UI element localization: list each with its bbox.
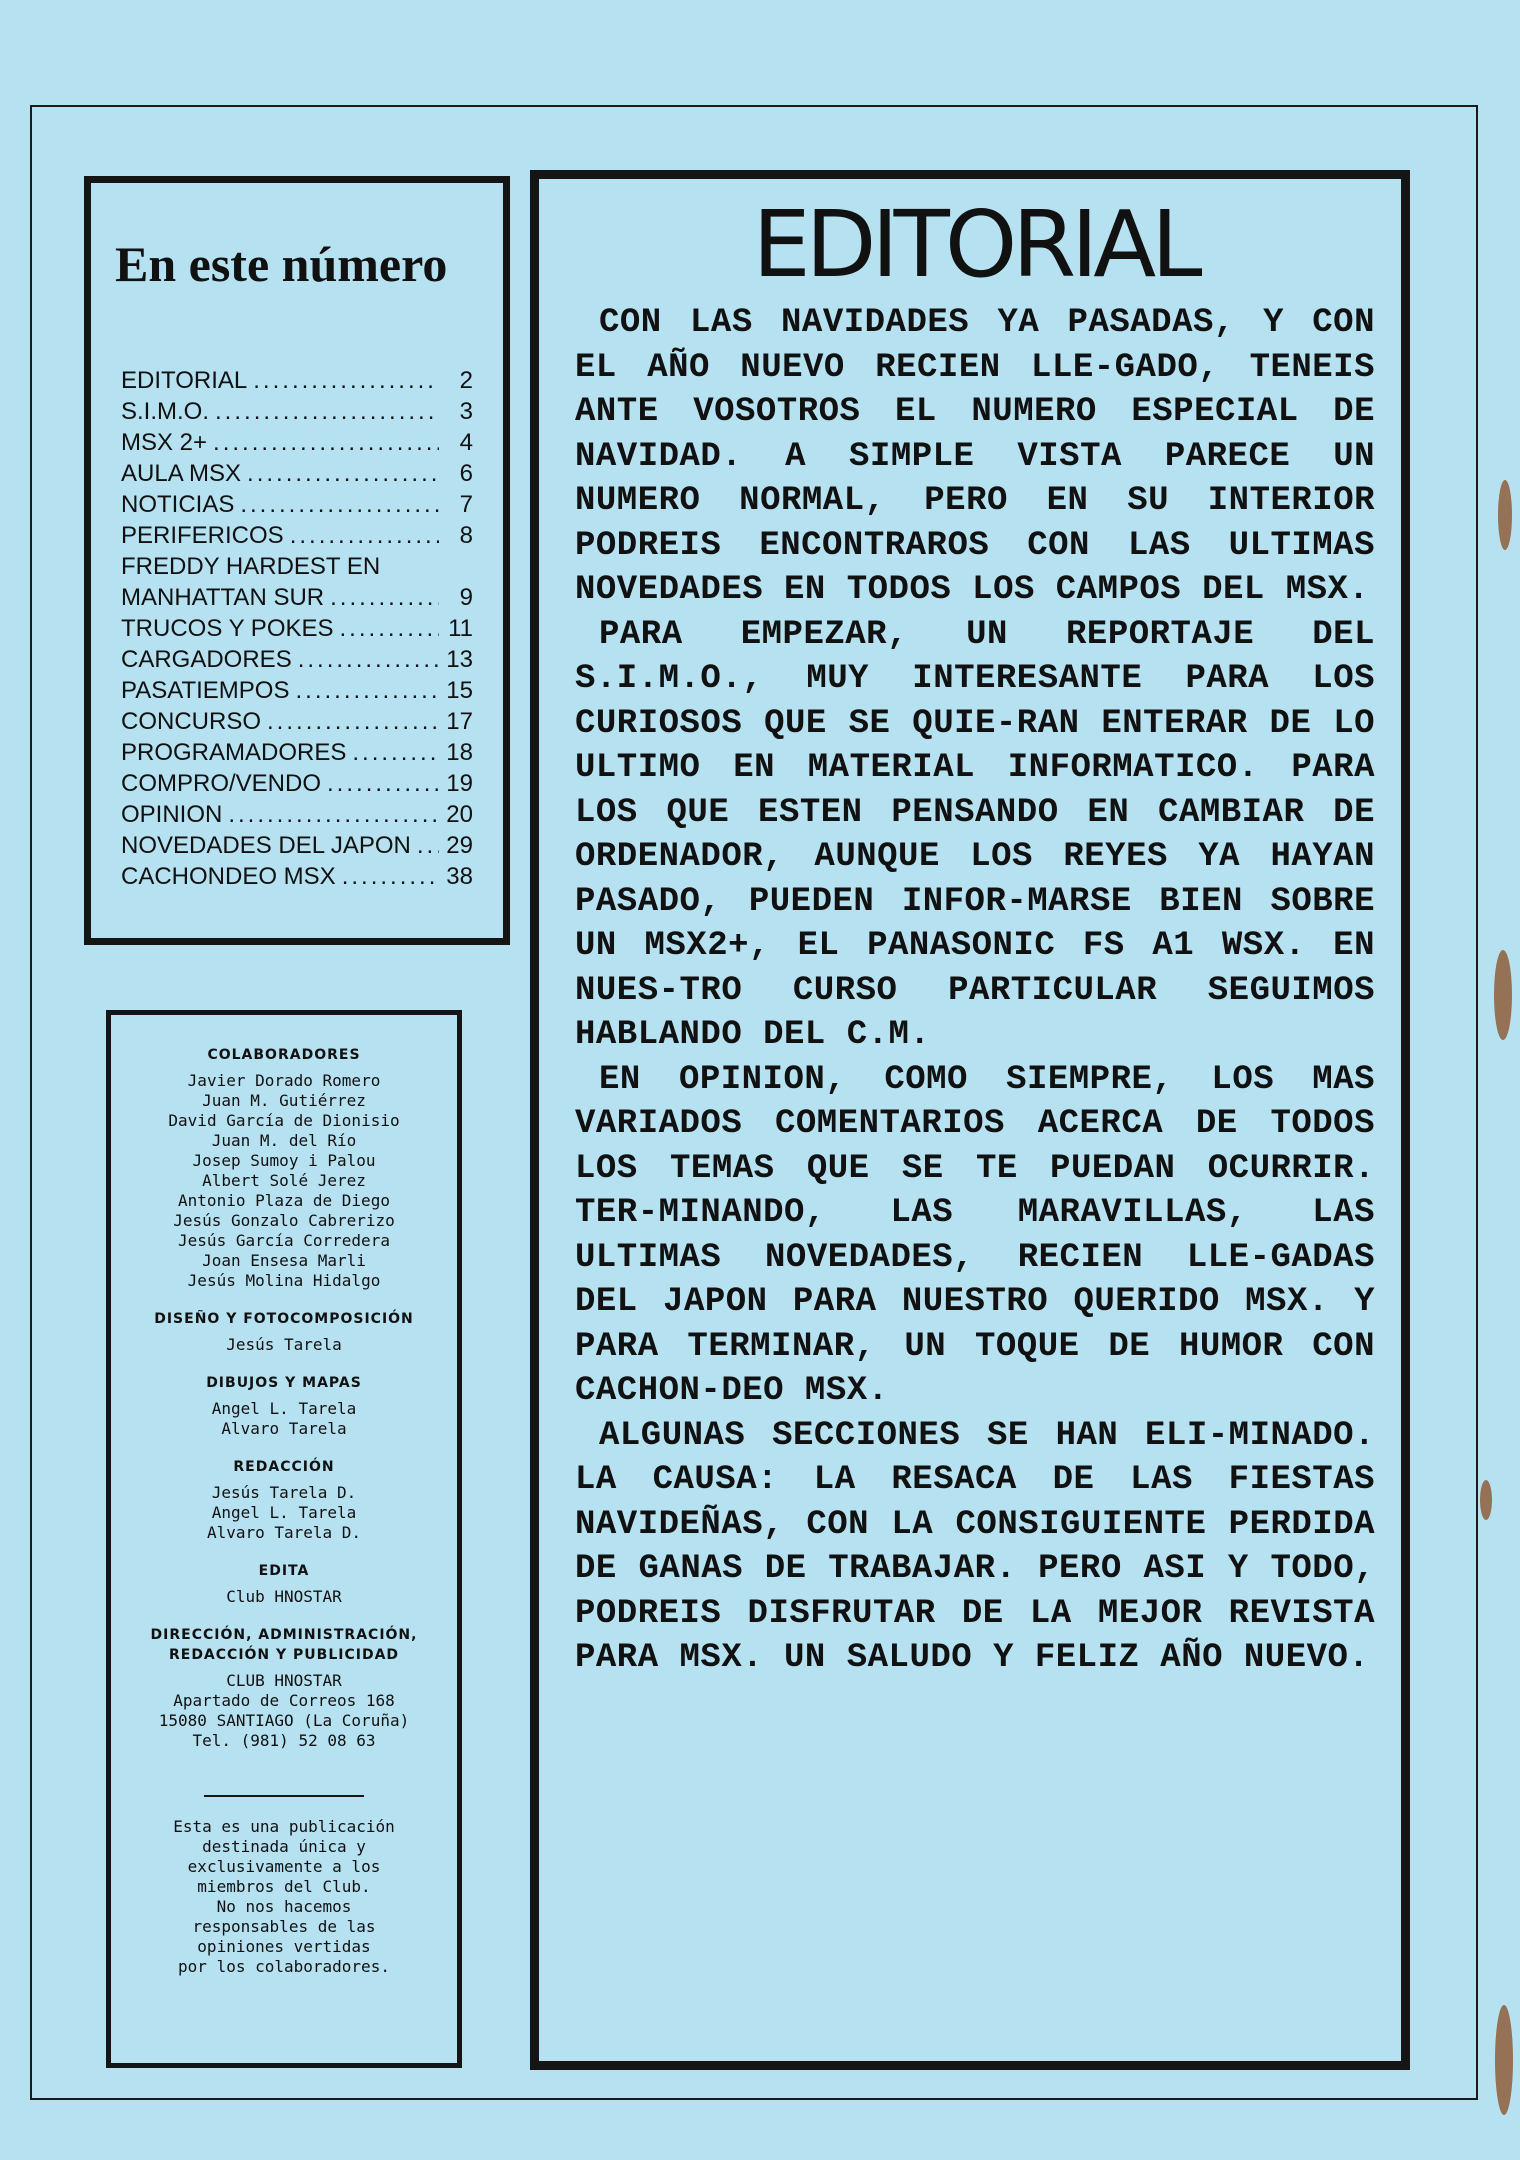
toc-item	[121, 427, 473, 458]
toc-leader-dots	[228, 799, 439, 830]
toc-item-label: EDITORIAL	[121, 367, 248, 394]
toc-item	[121, 799, 473, 830]
credit-line: Jesús García Corredera	[178, 1231, 390, 1250]
toc-item-label: TRUCOS Y POKES	[121, 615, 334, 642]
stain-icon	[1495, 2005, 1513, 2115]
editorial-paragraph: ALGUNAS SECCIONES SE HAN ELI-MINADO. LA CAUSA: LA RESACA DE LAS FIESTAS NAVIDEÑAS, CON LA CONSIGUIENTE PERDIDA DE GANAS DE TRABAJAR. PERO ASI Y TODO, PODREIS DISFRUTAR DE LA MEJOR REVISTA PARA MSX. UN SALUDO Y FELIZ AÑO NUEVO.	[575, 1416, 1375, 1677]
toc-item-page: 9	[459, 584, 473, 611]
toc-item-label: FREDDY HARDEST EN	[121, 553, 381, 580]
toc-item	[121, 458, 473, 489]
colaboradores-group	[121, 1045, 447, 1291]
credit-line: Esta es una publicación	[173, 1817, 395, 1836]
diseno-group	[121, 1309, 447, 1355]
edita-list	[121, 1587, 447, 1607]
toc-item	[121, 737, 473, 768]
credit-line: Antonio Plaza de Diego	[178, 1191, 390, 1210]
credit-line: Tel. (981) 52 08 63	[192, 1731, 376, 1750]
toc-item-label: S.I.M.O.	[121, 398, 210, 425]
contents-title: En este número	[115, 236, 448, 292]
toc-item-page: 18	[446, 739, 473, 766]
toc-item-label: PASATIEMPOS	[121, 677, 290, 704]
toc-item	[121, 613, 473, 644]
credit-line: Alvaro Tarela	[221, 1419, 347, 1438]
toc-item-page: 6	[459, 460, 473, 487]
disclaimer-note	[121, 1817, 447, 1977]
toc-item-page: 38	[446, 863, 473, 890]
toc-leader-dots	[342, 861, 439, 892]
credit-line: Jesús Tarela	[226, 1335, 342, 1354]
editorial-paragraph: PARA EMPEZAR, UN REPORTAJE DEL S.I.M.O., MUY INTERESANTE PARA LOS CURIOSOS QUE SE QUIE-RAN ENTERAR DE LO ULTIMO EN MATERIAL INFORMATICO. PARA LOS QUE ESTEN PENSANDO EN CAMBIAR DE ORDENADOR, AUNQUE LOS REYES YA HAYAN PASADO, PUEDEN INFOR-MARSE BIEN SOBRE UN MSX2+, EL PANASONIC FS A1 WSX. EN NUES-TRO CURSO PARTICULAR SEGUIMOS HABLANDO DEL C.M.	[575, 615, 1375, 1054]
credit-line: Jesús Gonzalo Cabrerizo	[173, 1211, 395, 1230]
toc-item-label: NOVEDADES DEL JAPON	[121, 832, 411, 859]
toc-item-page: 4	[459, 429, 473, 456]
toc-leader-dots	[295, 675, 439, 706]
credit-line: Alvaro Tarela D.	[206, 1523, 362, 1542]
credit-line: Juan M. Gutiérrez	[202, 1091, 366, 1110]
dibujos-group	[121, 1373, 447, 1439]
toc-leader-dots	[298, 644, 439, 675]
toc-item	[121, 830, 473, 861]
toc-item	[121, 396, 473, 427]
edita-heading: EDITA	[258, 1563, 310, 1579]
toc-item-label: OPINION	[121, 801, 223, 828]
toc-leader-dots	[267, 706, 439, 737]
toc-item-label: MANHATTAN SUR	[121, 584, 325, 611]
colaboradores-list	[121, 1071, 447, 1291]
toc-item-page: 20	[446, 801, 473, 828]
toc-item-label: CONCURSO	[121, 708, 262, 735]
direccion-group	[121, 1625, 447, 1751]
toc-item	[121, 520, 473, 551]
toc-item-page: 15	[446, 677, 473, 704]
toc-leader-dots	[352, 737, 439, 768]
editorial-title: EDITORIAL	[752, 191, 1198, 298]
toc-leader-dots	[330, 582, 439, 613]
toc-item-page: 13	[446, 646, 473, 673]
stain-icon	[1494, 950, 1512, 1040]
divider	[204, 1795, 364, 1797]
credit-line: Josep Sumoy i Palou	[192, 1151, 376, 1170]
credit-line: Angel L. Tarela	[211, 1503, 357, 1522]
toc-item-page: 11	[448, 615, 473, 642]
toc-item	[121, 582, 473, 613]
credit-line: opiniones vertidas	[197, 1937, 371, 1956]
contents-box	[84, 176, 510, 945]
redaccion-group	[121, 1457, 447, 1543]
toc-item	[121, 551, 473, 582]
toc-leader-dots	[240, 489, 439, 520]
colaboradores-heading: COLABORADORES	[207, 1047, 361, 1063]
toc-item	[121, 489, 473, 520]
direccion-heading-2: REDACCIÓN Y PUBLICIDAD	[168, 1647, 400, 1663]
edita-group	[121, 1561, 447, 1607]
editorial-box	[530, 170, 1410, 2070]
credit-line: CLUB HNOSTAR	[226, 1671, 342, 1690]
toc-leader-dots	[215, 396, 439, 427]
toc-item-label: CARGADORES	[121, 646, 292, 673]
credit-line: exclusivamente a los	[187, 1857, 381, 1876]
credit-line: por los colaboradores.	[178, 1957, 390, 1976]
diseno-heading: DISEÑO Y FOTOCOMPOSICIÓN	[154, 1311, 414, 1327]
toc-item	[121, 675, 473, 706]
toc-item-label: MSX 2+	[121, 429, 208, 456]
credit-line: No nos hacemos	[216, 1897, 352, 1916]
credit-line: 15080 SANTIAGO (La Coruña)	[158, 1711, 410, 1730]
toc-item-page: 3	[459, 398, 473, 425]
toc-leader-dots	[253, 365, 439, 396]
toc-item	[121, 365, 473, 396]
credit-line: destinada única y	[202, 1837, 366, 1856]
toc-item-page: 8	[459, 522, 473, 549]
toc-item	[121, 706, 473, 737]
credit-line: miembros del Club.	[197, 1877, 371, 1896]
credit-line: Javier Dorado Romero	[187, 1071, 381, 1090]
toc-leader-dots	[247, 458, 439, 489]
stain-icon	[1480, 1480, 1492, 1520]
editorial-paragraph: EN OPINION, COMO SIEMPRE, LOS MAS VARIADOS COMENTARIOS ACERCA DE TODOS LOS TEMAS QUE SE TE PUEDAN OCURRIR. TER-MINANDO, LAS MARAVILLAS, LAS ULTIMAS NOVEDADES, RECIEN LLE-GADAS DEL JAPON PARA NUESTRO QUERIDO MSX. Y PARA TERMINAR, UN TOQUE DE HUMOR CON CACHON-DEO MSX.	[575, 1060, 1375, 1410]
toc-leader-dots	[290, 520, 439, 551]
credit-line: Albert Solé Jerez	[202, 1171, 366, 1190]
toc-item-page: 7	[459, 491, 473, 518]
toc-item-label: PERIFERICOS	[121, 522, 284, 549]
credit-line: Club HNOSTAR	[226, 1587, 342, 1606]
toc-item-page: 2	[459, 367, 473, 394]
direccion-list	[121, 1671, 447, 1751]
credits-box	[106, 1010, 462, 2068]
toc-item-page: 19	[446, 770, 473, 797]
redaccion-heading: REDACCIÓN	[233, 1459, 335, 1475]
toc-item-page: 17	[446, 708, 473, 735]
toc-leader-dots	[213, 427, 439, 458]
credit-line: Joan Ensesa Marli	[202, 1251, 366, 1270]
toc-item-label: AULA MSX	[121, 460, 242, 487]
toc-item	[121, 861, 473, 892]
credit-line: Jesús Molina Hidalgo	[187, 1271, 381, 1290]
dibujos-heading: DIBUJOS Y MAPAS	[206, 1375, 362, 1391]
table-of-contents	[121, 365, 473, 892]
toc-item-label: COMPRO/VENDO	[121, 770, 322, 797]
toc-item-page: 29	[446, 832, 473, 859]
credit-line: Angel L. Tarela	[211, 1399, 357, 1418]
toc-item-label: PROGRAMADORES	[121, 739, 347, 766]
editorial-paragraph: CON LAS NAVIDADES YA PASADAS, Y CON EL AÑO NUEVO RECIEN LLE-GADO, TENEIS ANTE VOSOTROS EL NUMERO ESPECIAL DE NAVIDAD. A SIMPLE VISTA PARECE UN NUMERO NORMAL, PERO EN SU INTERIOR PODREIS ENCONTRAROS CON LAS ULTIMAS NOVEDADES EN TODOS LOS CAMPOS DEL MSX.	[575, 304, 1375, 609]
diseno-list	[121, 1335, 447, 1355]
dibujos-list	[121, 1399, 447, 1439]
toc-item	[121, 644, 473, 675]
editorial-body	[575, 301, 1375, 1681]
toc-leader-dots	[340, 613, 439, 644]
credit-line: Apartado de Correos 168	[173, 1691, 395, 1710]
credit-line: Jesús Tarela D.	[211, 1483, 357, 1502]
toc-item-label: NOTICIAS	[121, 491, 235, 518]
credit-line: responsables de las	[192, 1917, 376, 1936]
toc-item-label: CACHONDEO MSX	[121, 863, 336, 890]
toc-leader-dots	[417, 830, 439, 861]
credit-line: David García de Dionisio	[168, 1111, 400, 1130]
toc-leader-dots	[327, 768, 439, 799]
credit-line: Juan M. del Río	[211, 1131, 357, 1150]
redaccion-list	[121, 1483, 447, 1543]
toc-item	[121, 768, 473, 799]
direccion-heading-1: DIRECCIÓN, ADMINISTRACIÓN,	[150, 1627, 418, 1643]
stain-icon	[1498, 480, 1512, 550]
